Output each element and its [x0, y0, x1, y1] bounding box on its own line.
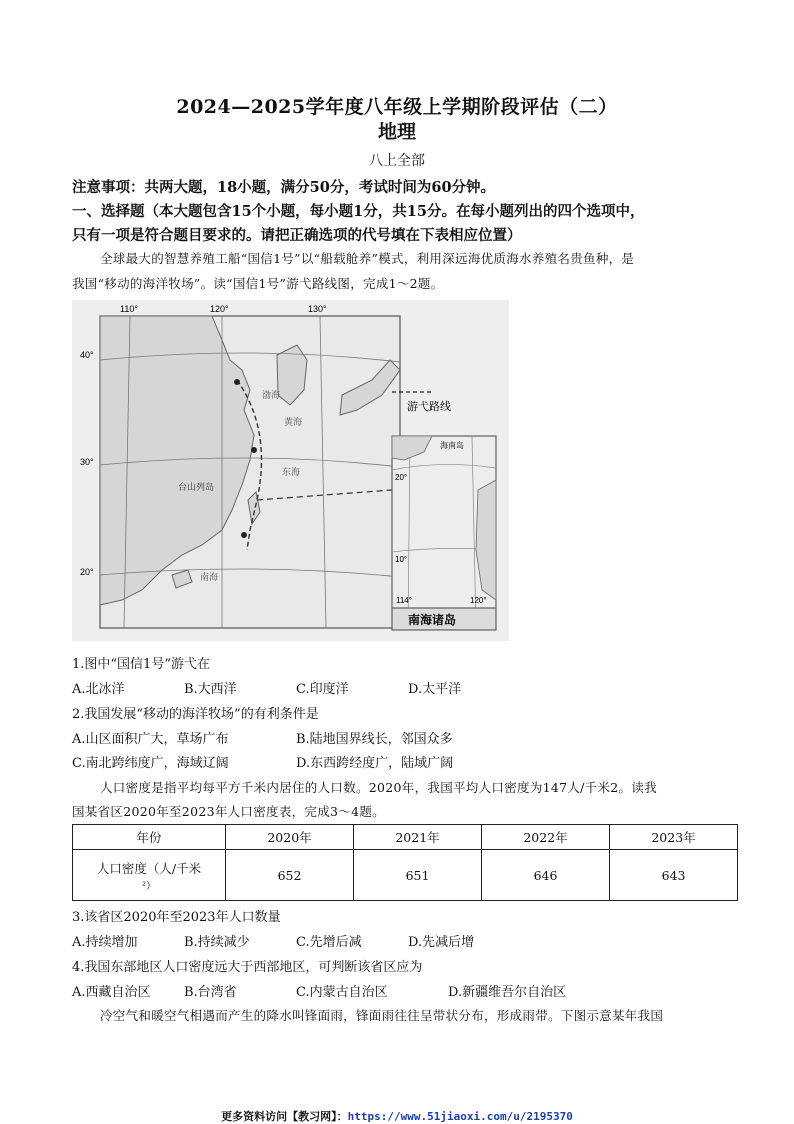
- q1-option-d[interactable]: D.太平洋: [408, 682, 462, 697]
- lat-label: 30°: [80, 457, 94, 467]
- q3-option-a[interactable]: A.持续增加: [72, 935, 138, 950]
- table-cell: 646: [482, 850, 610, 901]
- q3-stem: 3.该省区2020年至2023年人口数量: [72, 910, 281, 925]
- table-cell: 652: [226, 850, 354, 901]
- passage2-line2: 国某省区2020年至2023年人口密度表，完成3～4题。: [72, 804, 385, 819]
- row-label-line1: 人口密度（人/千米: [96, 860, 202, 876]
- table-header-cell: 2023年: [610, 825, 738, 850]
- q1-option-c[interactable]: C.印度洋: [296, 682, 349, 697]
- table-header-row: [73, 825, 738, 850]
- q2-stem: 2.我国发展“移动的海洋牧场”的有利条件是: [72, 707, 319, 722]
- place-label: 东海: [282, 467, 301, 477]
- table-header-cell: 2022年: [482, 825, 610, 850]
- q2-option-c[interactable]: C.南北跨纬度广，海域辽阔: [72, 756, 229, 771]
- map-legend: 游弋路线: [407, 401, 451, 413]
- q4-option-c[interactable]: C.内蒙古自治区: [296, 985, 388, 1000]
- passage3-line1: 冷空气和暖空气相遇而产生的降水叫锋面雨，锋面雨往往呈带状分布，形成雨带。下图示意某年我国: [100, 1008, 664, 1023]
- section1-line2: 只有一项是符合题目要求的。请把正确选项的代号填在下表相应位置）: [72, 227, 522, 244]
- passage2-line1: 人口密度是指平均每平方千米内居住的人口数。2020年，我国平均人口密度为147人/千米2。读我: [100, 780, 657, 795]
- q4-option-d[interactable]: D.新疆维吾尔自治区: [448, 985, 567, 1000]
- cruise-route-map: [72, 300, 509, 641]
- passage1-line2: 我国“移动的海洋牧场”。读“国信1号”游弋路线图，完成1～2题。: [72, 276, 444, 291]
- lon-label: 110°: [120, 304, 138, 314]
- place-label: 南海: [200, 572, 219, 582]
- passage1-line1: 全球最大的智慧养殖工船“国信1号”以“船载舱养”模式，利用深远海优质海水养殖名贵鱼种，是: [100, 251, 635, 266]
- inset-label: 114°: [396, 596, 412, 605]
- place-label: 黄海: [284, 417, 303, 427]
- inset-label: 海南岛: [440, 441, 464, 450]
- q1-stem: 1.图中“国信1号”游弋在: [72, 657, 210, 672]
- table-header-cell: 2020年: [226, 825, 354, 850]
- exam-title: 2024—2025学年度八年级上学期阶段评估（二）: [176, 96, 618, 118]
- inset-label: 120°: [470, 596, 487, 605]
- place-label: 渤海: [262, 390, 281, 400]
- q1-option-a[interactable]: A.北冰洋: [72, 682, 125, 697]
- q2-option-a[interactable]: A.山区面积广大，草场广布: [72, 732, 229, 747]
- lon-label: 130°: [308, 304, 327, 314]
- q2-option-d[interactable]: D.东西跨经度广，陆域广阔: [296, 756, 454, 771]
- q3-option-d[interactable]: D.先减后增: [408, 935, 475, 950]
- q1-option-b[interactable]: B.大西洋: [184, 682, 237, 697]
- q2-option-b[interactable]: B.陆地国界线长，邻国众多: [296, 732, 453, 747]
- inset-title: 南海诸岛: [408, 613, 457, 627]
- q4-stem: 4.我国东部地区人口密度远大于西部地区，可判断该省区应为: [72, 960, 423, 975]
- inset-label: 20°: [395, 473, 408, 482]
- table-header-cell: 年份: [73, 825, 226, 850]
- table-row: [73, 850, 738, 901]
- exam-scope: 八上全部: [369, 153, 425, 169]
- population-density-table: [72, 824, 738, 901]
- table-cell: 643: [610, 850, 738, 901]
- lat-label: 40°: [80, 350, 94, 360]
- table-row-label: [73, 850, 226, 901]
- lat-label: 20°: [80, 567, 94, 577]
- footer-link[interactable]: https://www.51jiaoxi.com/u/2195370: [347, 1110, 573, 1123]
- footer: [0, 1108, 794, 1124]
- section1-line1: 一、选择题（本大题包含15个小题，每小题1分，共15分。在每小题列出的四个选项中，: [72, 203, 645, 220]
- notice: 注意事项：共两大题，18小题，满分50分，考试时间为60分钟。: [72, 179, 496, 196]
- table-cell: 651: [354, 850, 482, 901]
- table-header-cell: 2021年: [354, 825, 482, 850]
- q3-option-b[interactable]: B.持续减少: [184, 935, 250, 950]
- q4-option-b[interactable]: B.台湾省: [184, 985, 237, 1000]
- place-label: 台山列岛: [178, 482, 215, 492]
- lon-label: 120°: [210, 304, 229, 314]
- row-label-line2: ²）: [141, 880, 156, 892]
- q4-option-a[interactable]: A.西藏自治区: [72, 985, 151, 1000]
- footer-prefix: 更多资料访问【教习网】：: [221, 1110, 348, 1123]
- q3-option-c[interactable]: C.先增后减: [296, 935, 362, 950]
- inset-label: 10°: [395, 555, 408, 564]
- subject-title: 地理: [377, 121, 416, 143]
